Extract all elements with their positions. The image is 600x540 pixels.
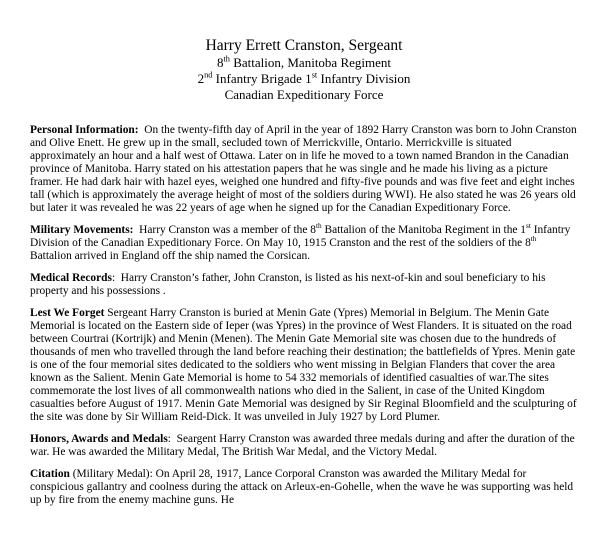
ordinal-superscript: nd xyxy=(204,70,213,80)
paragraph-honors-awards-medals xyxy=(30,433,578,459)
section-heading-label: Military Movements: xyxy=(30,224,134,236)
ordinal-superscript: th xyxy=(530,235,537,244)
document-subtitle xyxy=(30,55,578,71)
section-heading-label: Honors, Awards and Medals xyxy=(30,433,168,445)
document-title xyxy=(30,37,578,55)
paragraph-lest-we-forget xyxy=(30,307,578,424)
text-segment: On the twenty-fifth day of April in the year of 1892 Harry Cranston was born to John Cranston and Olive Enett. He grew up in the small, secluded town of Merrickville, Ontario. Merrickville is situated approximately an hour and a half west of Ottawa. Later on in life he moved to a town named Brandon in the Canadian province of Manitoba. Harry stated on his attestation papers that he was single and he made his living as a picture framer. He had dark hair with hazel eyes, weighed one hundred and fifty-five pounds and was five feet and eight inches tall (which is approximately the average height of most of the soldiers during WWI). He also stated he was 26 years old but later it was revealed he was 22 years of age when he signed up for the Canadian Expeditionary Force. xyxy=(30,124,580,214)
text-segment: Harry Errett Cranston, Sergeant xyxy=(205,37,403,54)
text-segment: 8 xyxy=(217,55,224,70)
document-subtitle xyxy=(30,71,578,87)
document-subtitle xyxy=(30,87,578,103)
ordinal-superscript: th xyxy=(315,222,322,231)
text-segment: 2 xyxy=(197,71,205,86)
text-segment: Harry Cranston was a member of the 8 xyxy=(133,224,316,236)
section-heading-label: Lest We Forget xyxy=(30,307,105,319)
text-segment: Canadian Expeditionary Force xyxy=(224,87,384,102)
section-heading-label: Medical Records xyxy=(30,272,112,284)
text-segment: : Seargent Harry Cranston was awarded three medals during and after the duration of the war. He was awarded the Military Medal, The British War Medal, and the Victory Medal. xyxy=(30,433,578,458)
text-segment: : Harry Cranston’s father, John Cranston, is listed as his next-of-kin and soul beneficiary to his property and his possessions . xyxy=(30,272,549,297)
ordinal-superscript: st xyxy=(311,70,318,80)
section-heading-label: Citation xyxy=(30,468,70,480)
text-segment: Infantry Brigade 1 xyxy=(212,71,312,86)
text-segment: Battalion of the Manitoba Regiment in the 1 xyxy=(321,224,526,236)
paragraph-citation xyxy=(30,468,578,507)
document-body xyxy=(30,124,578,507)
paragraph-medical-records xyxy=(30,272,578,298)
text-segment: Infantry Division xyxy=(317,71,411,86)
text-segment: Battalion arrived in England off the ship named the Corsican. xyxy=(30,237,540,262)
text-segment: Infantry Division of the Canadian Expeditionary Force. On May 10, 1915 Cranston and the rest of the soldiers of the 8 xyxy=(30,224,574,249)
text-segment: Battalion, Manitoba Regiment xyxy=(229,55,391,70)
text-segment: Sergeant Harry Cranston is buried at Menin Gate (Ypres) Memorial in Belgium. The Menin Gate Memorial is located on the Eastern side of Ieper (was Ypres) in the province of West Flanders. It is situated on the road between Courtrai (Kortrijk) and Menin (Menen). The Menin Gate Memorial site was chosen due to the hundreds of thousands of men who travelled through the land before reaching their destination; the battlefields of Ypres. Menin gate is one of the four memorial sites dedicated to the soldiers who went missing in Belgian Flanders that cover the area known as the Salient. Menin Gate Memorial is home to 54 332 memorials of identified casualties of war.The sites commemorate the lost lives of all commonwealth nations who died in the Salient, in case of the United Kingdom casualties before August of 1917. Menin Gate Memorial was designed by Sir Reginal Bloomfield and the sculpturing of the site was done by Sir William Reid-Dick. It was unveiled in July 1927 by Lord Plumer. xyxy=(30,307,580,423)
paragraph-military-movements xyxy=(30,224,578,263)
ordinal-superscript: st xyxy=(525,222,531,231)
paragraph-personal-information xyxy=(30,124,578,215)
document-title-block xyxy=(30,37,578,103)
ordinal-superscript: th xyxy=(223,54,230,64)
text-segment: (Military Medal): On April 28, 1917, Lance Corporal Cranston was awarded the Military Medal for conspicious gallantry and coolness during the attack on Arleux-en-Gohelle, when the wave he was supporting was held up by fire from the enemy machine guns. He xyxy=(30,468,576,506)
section-heading-label: Personal Information: xyxy=(30,124,139,136)
